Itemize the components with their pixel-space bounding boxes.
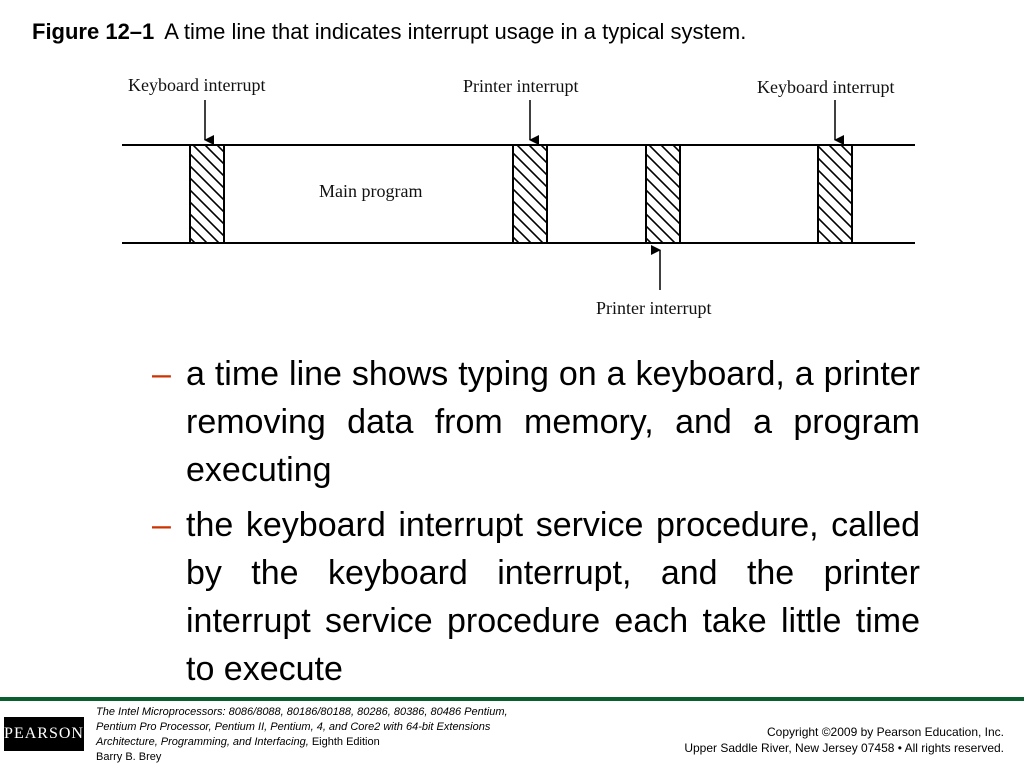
interrupt-block-printer-1 (513, 145, 547, 243)
book-line3: Architecture, Programming, and Interfacing, (96, 736, 309, 748)
label-keyboard-interrupt-2: Keyboard interrupt (757, 77, 895, 97)
bullet-dash: – (152, 506, 171, 544)
footer-divider (0, 697, 1024, 701)
copyright-line1: Copyright ©2009 by Pearson Education, Inc. (767, 725, 1004, 739)
label-main-program: Main program (319, 181, 423, 201)
pearson-logo: PEARSON (4, 717, 84, 751)
copyright-notice (684, 724, 1004, 756)
figure-title: A time line that indicates interrupt usage in a typical system. (164, 19, 747, 44)
bullet-text: a time line shows typing on a keyboard, a printer removing data from memory, and a program executing (186, 355, 920, 489)
book-edition: Eighth Edition (311, 736, 380, 748)
book-line2: Pentium Pro Processor, Pentium II, Pentium, 4, and Core2 with 64-bit Extensions (96, 721, 491, 733)
bullet-item (152, 350, 920, 494)
bullet-dash: – (152, 355, 171, 393)
book-title: The Intel Microprocessors: (96, 706, 226, 718)
book-info (96, 705, 566, 765)
interrupt-block-printer-2 (646, 145, 680, 243)
bullet-list (152, 350, 920, 700)
interrupt-block-keyboard-1 (190, 145, 224, 243)
figure-label: Figure 12–1 (32, 19, 155, 44)
copyright-line2: Upper Saddle River, New Jersey 07458 • All rights reserved. (684, 741, 1004, 755)
book-line1: 8086/8088, 80186/80188, 80286, 80386, 80486 Pentium, (228, 706, 508, 718)
bullet-item (152, 501, 920, 693)
interrupt-block-keyboard-2 (818, 145, 852, 243)
bullet-text: the keyboard interrupt service procedure, called by the keyboard interrupt, and the printer interrupt service procedure each take little time to execute (186, 506, 920, 688)
label-printer-interrupt-2: Printer interrupt (596, 298, 712, 318)
label-printer-interrupt-1: Printer interrupt (463, 76, 579, 96)
label-keyboard-interrupt-1: Keyboard interrupt (128, 75, 266, 95)
interrupt-timeline-diagram (0, 0, 1024, 340)
book-author: Barry B. Brey (96, 751, 162, 763)
